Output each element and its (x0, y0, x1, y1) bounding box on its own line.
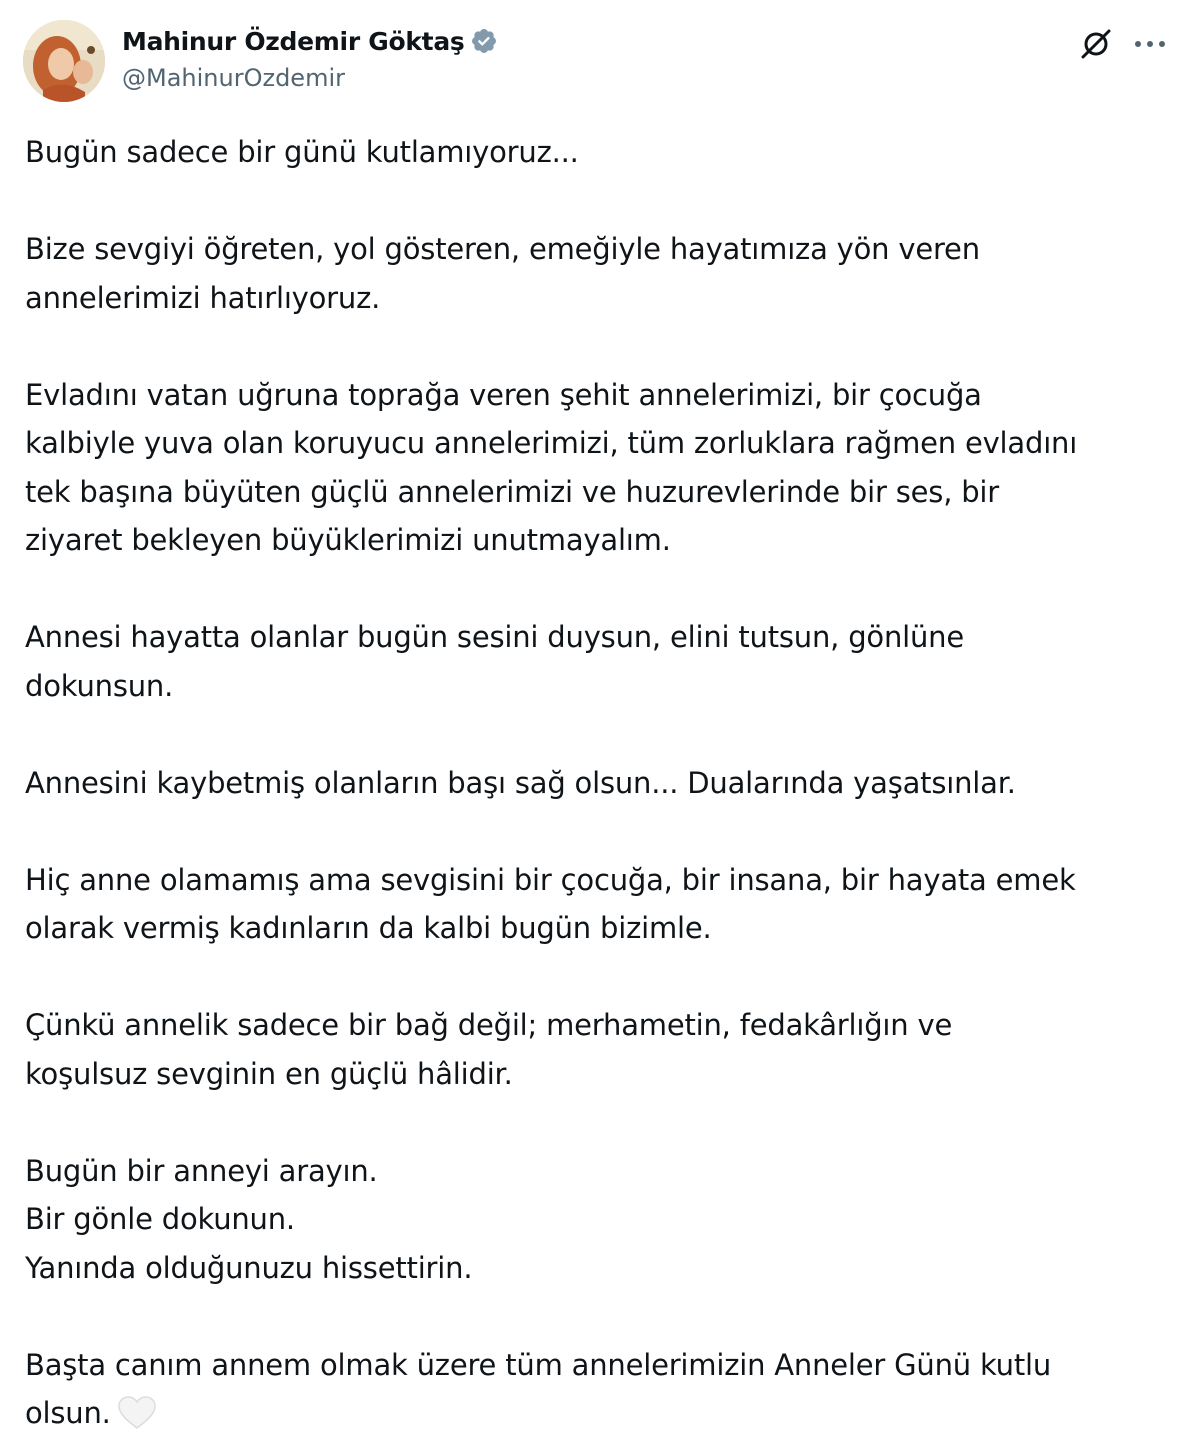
author-handle[interactable]: @MahinurOzdemir (122, 64, 345, 92)
tweet-text (25, 128, 1175, 1438)
tweet-paragraph: Bugün bir anneyi arayın. Bir gönle dokunun. Yanında olduğunuzu hissettirin. (25, 1153, 473, 1285)
tweet-header (0, 0, 1200, 110)
tweet-paragraph: Çünkü annelik sadece bir bağ değil; merhametin, fedakârlığın ve koşulsuz sevginin en güçlü hâlidir. (25, 1008, 953, 1091)
tweet-paragraph-text: Başta canım annem olmak üzere tüm annelerimizin Anneler Günü kutlu olsun. (25, 1347, 1052, 1430)
tweet-paragraph: Evladını vatan uğruna toprağa veren şehit annelerimizi, bir çocuğa kalbiyle yuva olan koruyucu annelerimizi, tüm zorluklara rağmen evladını tek başına büyüten güçlü annelerimizi ve huzurevlerinde bir ses, bir ziyaret bekleyen büyüklerimizi unutmayalım. (25, 377, 1078, 557)
avatar[interactable] (23, 20, 105, 102)
author-name-row (122, 24, 498, 58)
more-dots-icon[interactable] (1130, 26, 1170, 62)
tweet-paragraph-last (25, 1341, 1175, 1438)
avatar-photo (23, 20, 105, 102)
tweet-paragraph: Bugün sadece bir günü kutlamıyoruz... (25, 135, 579, 169)
grok-slash-icon[interactable] (1078, 26, 1114, 62)
verified-badge-icon[interactable] (470, 27, 498, 55)
tweet-paragraph: Annesi hayatta olanlar bugün sesini duysun, elini tutsun, gönlüne dokunsun. (25, 620, 964, 703)
author-display-name[interactable]: Mahinur Özdemir Göktaş (122, 26, 465, 56)
tweet-paragraph: Bize sevgiyi öğreten, yol gösteren, emeğiyle hayatımıza yön veren annelerimizi hatırlıyoruz. (25, 232, 980, 315)
tweet-paragraph: Hiç anne olamamış ama sevgisini bir çocuğa, bir insana, bir hayata emek olarak vermiş kadınların da kalbi bugün bizimle. (25, 862, 1076, 945)
white-heart-icon (117, 1395, 157, 1431)
tweet-paragraph: Annesini kaybetmiş olanların başı sağ olsun... Dualarında yaşatsınlar. (25, 765, 1016, 800)
